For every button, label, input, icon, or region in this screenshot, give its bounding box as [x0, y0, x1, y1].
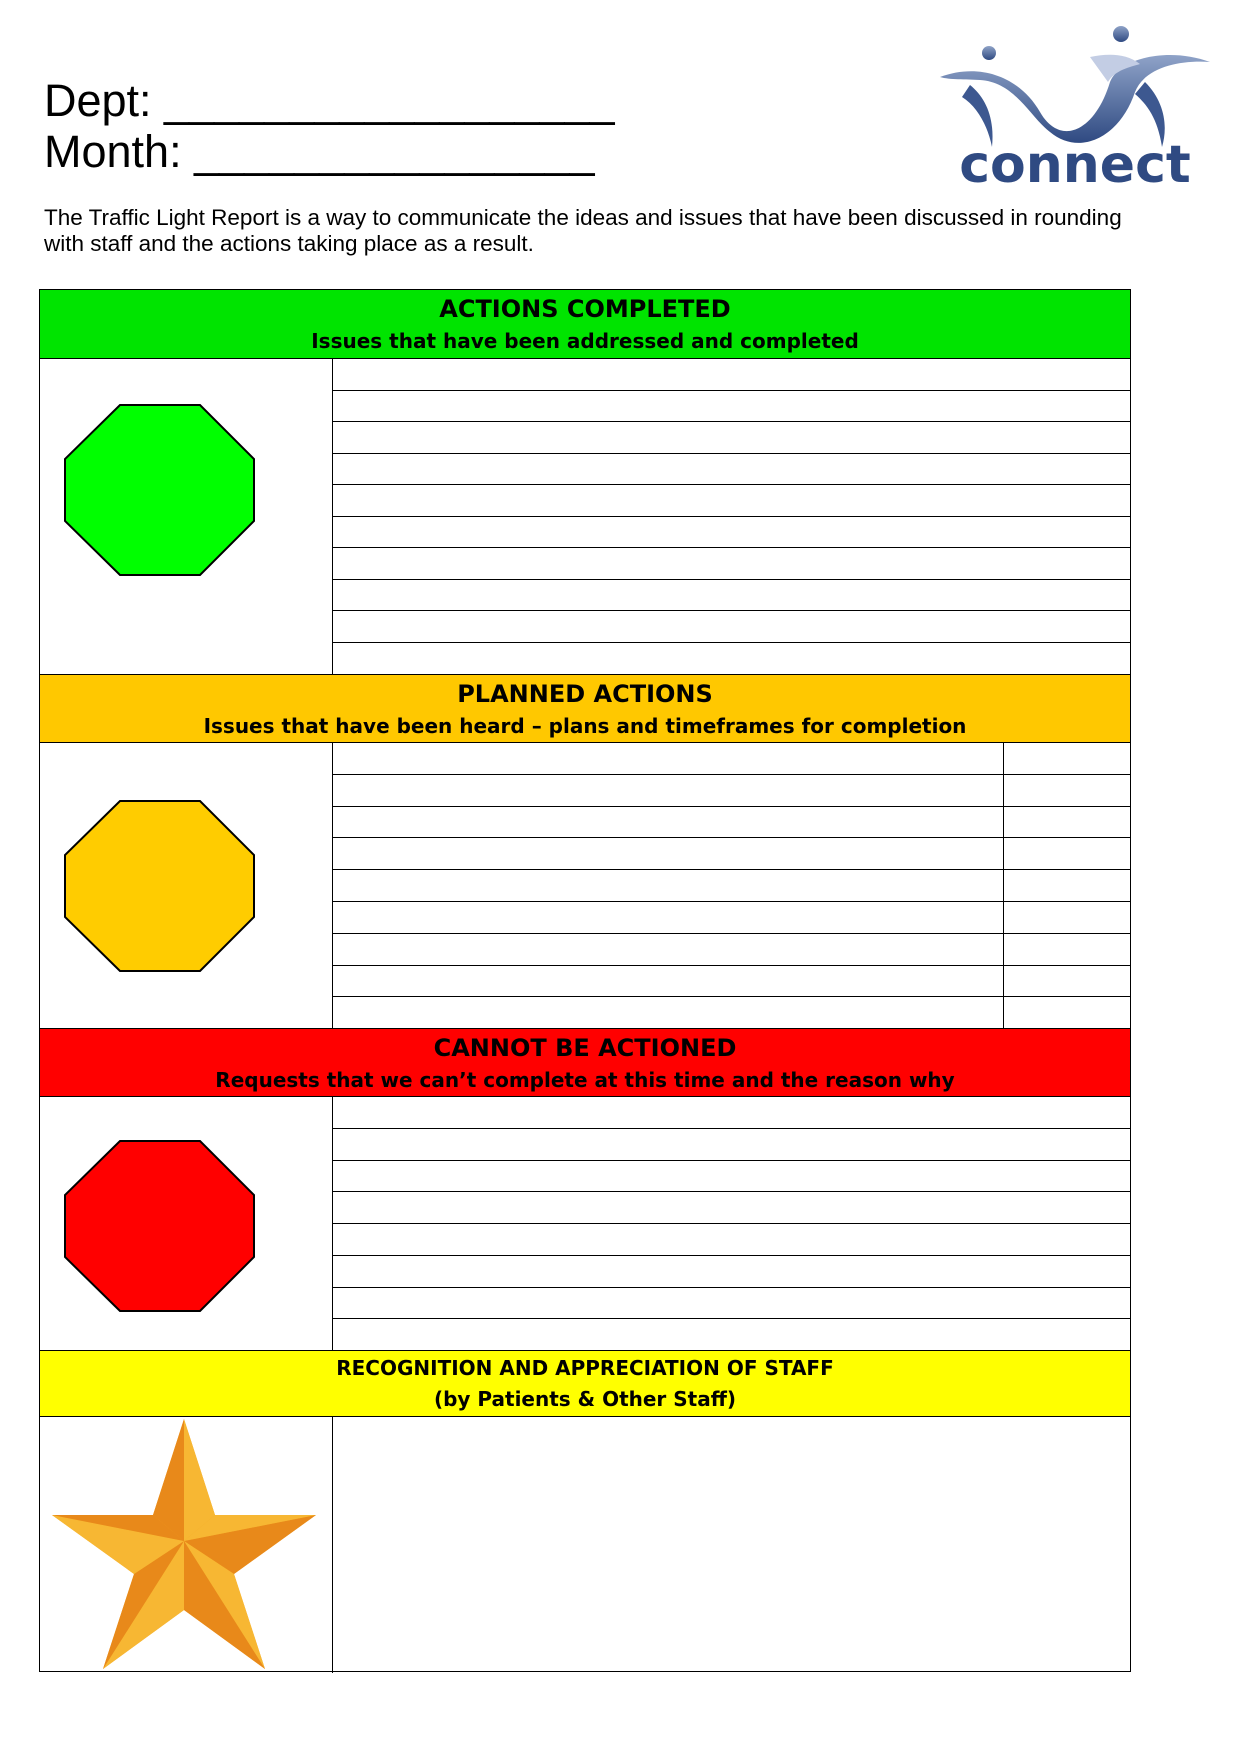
recognition-subtitle: (by Patients & Other Staff)	[433, 1387, 737, 1411]
completed-lines	[333, 358, 1130, 674]
cannot-subtitle: Requests that we can’t complete at this time and the reason why	[215, 1068, 955, 1092]
completed-line[interactable]	[333, 610, 1130, 643]
completed-line[interactable]	[333, 516, 1130, 549]
cannot-line[interactable]	[333, 1128, 1130, 1161]
green-octagon-icon	[64, 404, 256, 576]
planned-header	[40, 674, 1130, 742]
cannot-title: CANNOT BE ACTIONED	[433, 1034, 737, 1062]
cannot-line[interactable]	[333, 1318, 1130, 1351]
cannot-line[interactable]	[333, 1160, 1130, 1193]
planned-line[interactable]	[333, 965, 1130, 998]
completed-title: ACTIONS COMPLETED	[439, 295, 731, 323]
completed-subtitle: Issues that have been addressed and completed	[311, 329, 859, 353]
completed-line[interactable]	[333, 642, 1130, 675]
completed-line[interactable]	[333, 390, 1130, 423]
completed-line[interactable]	[333, 453, 1130, 486]
planned-line[interactable]	[333, 901, 1130, 934]
recognition-shape-cell	[40, 1416, 333, 1673]
completed-line[interactable]	[333, 358, 1130, 391]
cannot-line[interactable]	[333, 1191, 1130, 1224]
intro-text: The Traffic Light Report is a way to communicate the ideas and issues that have been discussed in rounding with staff and the actions taking place as a result.	[44, 205, 1122, 256]
star-icon	[50, 1419, 318, 1671]
recognition-header	[40, 1350, 1130, 1416]
planned-line[interactable]	[333, 774, 1130, 807]
planned-lines	[333, 742, 1130, 1028]
planned-line[interactable]	[333, 742, 1130, 775]
cannot-line[interactable]	[333, 1287, 1130, 1320]
cannot-lines	[333, 1096, 1130, 1350]
month-field[interactable]: Month: ________________	[44, 126, 595, 177]
planned-line[interactable]	[333, 933, 1130, 966]
planned-line[interactable]	[333, 996, 1130, 1029]
planned-line[interactable]	[333, 869, 1130, 902]
cannot-line[interactable]	[333, 1096, 1130, 1129]
completed-line[interactable]	[333, 421, 1130, 454]
logo-text: connect	[959, 135, 1191, 192]
planned-shape-cell	[40, 742, 333, 1028]
planned-subtitle: Issues that have been heard – plans and timeframes for completion	[203, 714, 967, 738]
planned-line[interactable]	[333, 837, 1130, 870]
completed-line[interactable]	[333, 579, 1130, 612]
cannot-line[interactable]	[333, 1255, 1130, 1288]
completed-line[interactable]	[333, 547, 1130, 580]
connect-logo	[940, 22, 1210, 192]
completed-header	[40, 290, 1130, 358]
recognition-notes-area[interactable]	[333, 1416, 1130, 1674]
cannot-shape-cell	[40, 1096, 333, 1350]
red-octagon-icon	[64, 1140, 256, 1312]
planned-title: PLANNED ACTIONS	[457, 680, 713, 708]
planned-line[interactable]	[333, 806, 1130, 839]
dept-field[interactable]: Dept: __________________	[44, 75, 615, 126]
traffic-light-report	[39, 289, 1131, 1672]
cannot-header	[40, 1028, 1130, 1096]
completed-line[interactable]	[333, 484, 1130, 517]
recognition-title: RECOGNITION AND APPRECIATION OF STAFF	[336, 1356, 834, 1380]
cannot-line[interactable]	[333, 1223, 1130, 1256]
completed-shape-cell	[40, 358, 333, 674]
amber-octagon-icon	[64, 800, 256, 972]
